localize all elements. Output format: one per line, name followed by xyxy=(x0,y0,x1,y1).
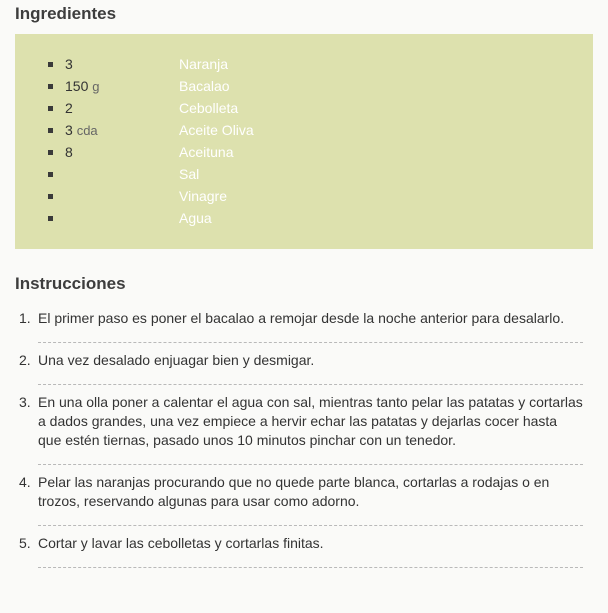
ingredient-quantity: 3 cda xyxy=(65,122,98,138)
instruction-step xyxy=(15,526,583,568)
ingredient-item xyxy=(15,210,593,232)
bullet-icon xyxy=(48,194,53,199)
bullet-icon xyxy=(48,62,53,67)
ingredient-name: Aceite Oliva xyxy=(179,122,254,138)
ingredient-name: Agua xyxy=(179,210,212,226)
ingredient-quantity: 3 xyxy=(65,56,73,72)
ingredient-item xyxy=(15,122,593,144)
ingredient-quantity: 150 g xyxy=(65,78,100,94)
instruction-step xyxy=(15,301,583,343)
ingredient-item xyxy=(15,78,593,100)
step-text: Pelar las naranjas procurando que no quede parte blanca, cortarlas a rodajas o en trozos, reservando algunas para usar como adorno. xyxy=(38,474,550,509)
ingredients-list xyxy=(15,56,593,232)
bullet-icon xyxy=(48,106,53,111)
step-text: Cortar y lavar las cebolletas y cortarlas finitas. xyxy=(38,535,324,551)
step-number: 2. xyxy=(19,352,31,368)
ingredient-quantity: 2 xyxy=(65,100,73,116)
ingredient-name: Sal xyxy=(179,166,200,182)
step-text: En una olla poner a calentar el agua con sal, mientras tanto pelar las patatas y cortarlas a dados grandes, una vez empiece a hervir echar las patatas y dejarlas cocer hasta que estén tiernas, pasado unos 10 minutos pinchar con un tenedor. xyxy=(38,394,583,448)
bullet-icon xyxy=(48,172,53,177)
step-divider xyxy=(38,567,583,568)
ingredient-name: Bacalao xyxy=(179,78,230,94)
ingredients-panel xyxy=(15,34,593,249)
step-text: El primer paso es poner el bacalao a remojar desde la noche anterior para desalarlo. xyxy=(38,310,565,326)
bullet-icon xyxy=(48,150,53,155)
ingredient-name: Vinagre xyxy=(179,188,228,204)
step-number: 5. xyxy=(19,535,31,551)
step-number: 4. xyxy=(19,474,31,490)
instructions-heading: Instrucciones xyxy=(15,274,126,293)
instruction-step xyxy=(15,385,583,465)
bullet-icon xyxy=(48,84,53,89)
ingredients-heading: Ingredientes xyxy=(15,4,117,23)
instruction-step xyxy=(15,465,583,526)
ingredient-item xyxy=(15,144,593,166)
ingredient-item xyxy=(15,100,593,122)
bullet-icon xyxy=(48,128,53,133)
ingredient-item xyxy=(15,56,593,78)
instructions-list xyxy=(15,301,583,568)
ingredient-item xyxy=(15,166,593,188)
ingredient-name: Aceituna xyxy=(179,144,234,160)
ingredient-item xyxy=(15,188,593,210)
ingredient-name: Cebolleta xyxy=(179,100,239,116)
bullet-icon xyxy=(48,216,53,221)
step-number: 3. xyxy=(19,394,31,410)
ingredient-quantity: 8 xyxy=(65,144,73,160)
ingredient-name: Naranja xyxy=(179,56,229,72)
step-text: Una vez desalado enjuagar bien y desmigar. xyxy=(38,352,315,368)
step-number: 1. xyxy=(19,310,31,326)
instruction-step xyxy=(15,343,583,385)
